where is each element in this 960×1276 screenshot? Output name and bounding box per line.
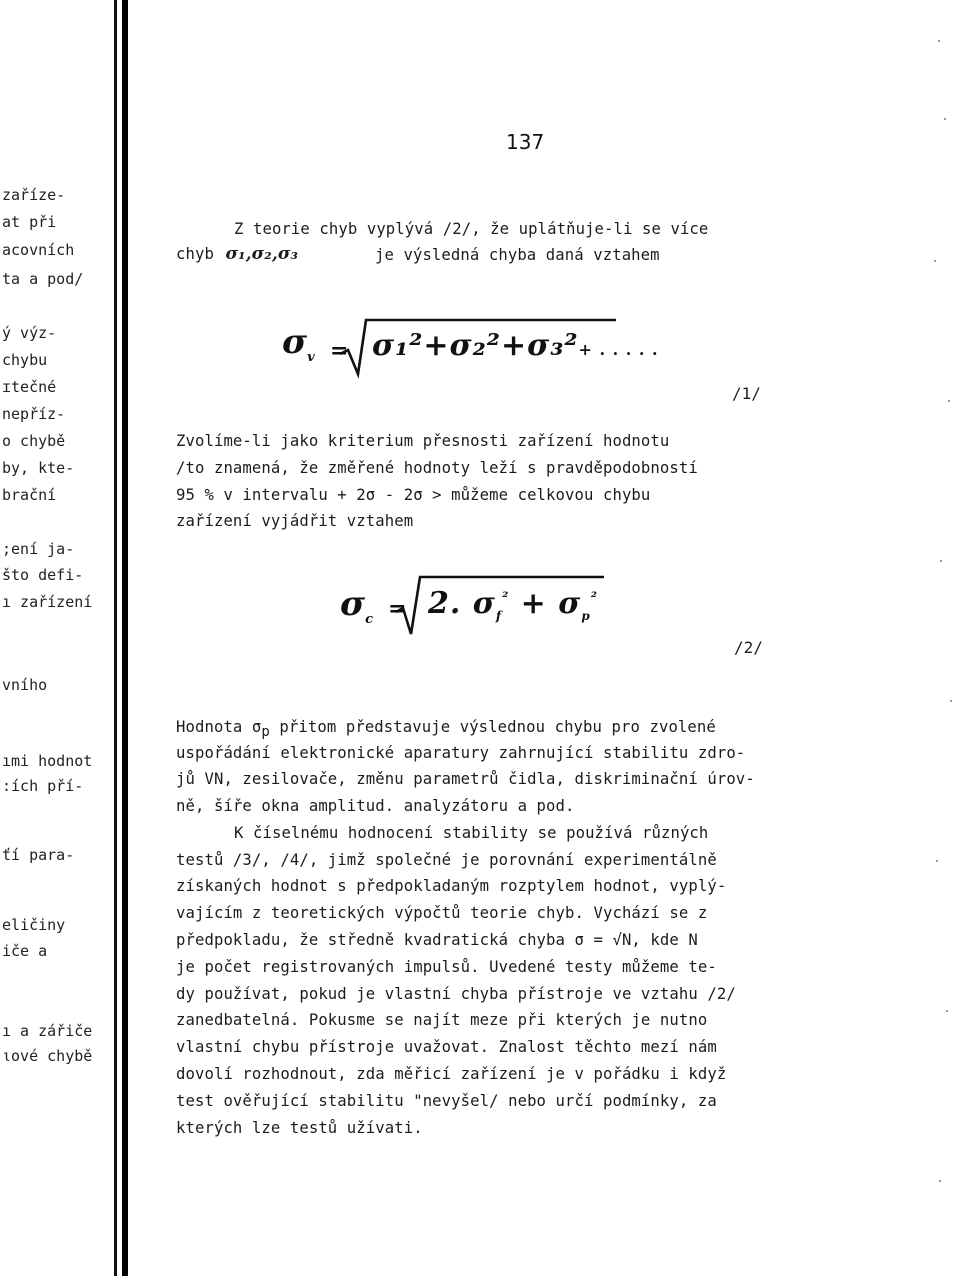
sigma-symbols: σ₁,σ₂,σ₃: [225, 244, 299, 264]
margin-fragment: ı a zářiče: [2, 1022, 93, 1040]
margin-fragment: ta a pod/: [2, 270, 84, 288]
text-line: Hodnota $\sigma_p$ přitom představuje výslednou chybu pro zvolené: [176, 718, 716, 741]
margin-fragment: :ích pří-: [2, 777, 84, 795]
page-number: 137: [506, 130, 545, 154]
equation-label-1: /1/: [732, 384, 761, 403]
text-line: je počet registrovaných impulsů. Uvedené testy můžeme te-: [176, 958, 717, 976]
text-line: test ověřující stabilitu "nevyšel/ nebo určí podmínky, za: [176, 1092, 717, 1110]
text-line: zařízení vyjádřit vztahem: [176, 512, 414, 530]
margin-fragment: acovních: [2, 241, 75, 259]
margin-fragment: o chybě: [2, 432, 66, 450]
text-line: vajícím z teoretických výpočtů teorie chyb. Vychází se z: [176, 904, 708, 922]
formula-2-lhs: $\sigma_c$: [340, 584, 373, 627]
intro-line-prefix: [176, 244, 298, 264]
binding-gutter-line: [114, 0, 117, 1276]
formula-1-radicand: σ₁²+σ₂²+σ₃²+ . . . . .: [372, 328, 659, 363]
text-line: ně, šíře okna amplitud. analyzátoru a pod.: [176, 797, 575, 815]
margin-fragment: što defi-: [2, 566, 84, 584]
margin-fragment: vního: [2, 676, 48, 694]
margin-fragment: ɪtečné: [2, 378, 57, 396]
margin-fragment: ιové chybě: [2, 1047, 93, 1065]
equals-sign: =: [388, 596, 407, 622]
equals-sign: =: [330, 338, 349, 364]
facing-page-fragment: [0, 0, 122, 1276]
text-line: testů /3/, /4/, jimž společné je porovnání experimentálně: [176, 851, 717, 869]
formula-2-radicand: 2. $\sigma_f^{^2} + \sigma_p^{^2}$: [428, 586, 598, 623]
intro-line: je výsledná chyba daná vztahem: [375, 246, 660, 264]
margin-fragment: by, kte-: [2, 459, 75, 477]
formula-1-lhs: $\sigma_v$: [282, 322, 315, 365]
text-line: 95 % v intervalu + 2σ - 2σ > můžeme celkovou chybu: [176, 486, 651, 504]
binding-gutter-edge: [122, 0, 128, 1276]
text-line: vlastní chybu přístroje uvažovat. Znalost těchto mezí nám: [176, 1038, 717, 1056]
text-line: /to znamená, že změřené hodnoty leží s pravděpodobností: [176, 459, 698, 477]
margin-fragment: nepříz-: [2, 405, 66, 423]
equation-label-2: /2/: [734, 638, 763, 657]
text-line: Zvolíme-li jako kriterium přesnosti zařízení hodnotu: [176, 432, 670, 450]
margin-fragment: ımi hodnot: [2, 752, 93, 770]
text-line: jů VN, zesilovače, změnu parametrů čidla, diskriminační úrov-: [176, 770, 755, 788]
margin-fragment: at při: [2, 213, 57, 231]
text-line: získaných hodnot s předpokladaným rozptylem hodnot, vyplý-: [176, 877, 727, 895]
margin-fragment: ı zařízení: [2, 593, 93, 611]
intro-prefix: chyb: [176, 245, 214, 263]
intro-line: Z teorie chyb vyplývá /2/, že uplátňuje-li se více: [234, 220, 709, 238]
text-line: dy používat, pokud je vlastní chyba přístroje ve vztahu /2/: [176, 985, 736, 1003]
margin-fragment: chybu: [2, 351, 48, 369]
margin-fragment: ťí para-: [2, 846, 75, 864]
text-line: kterých lze testů užívati.: [176, 1119, 423, 1137]
margin-fragment: brační: [2, 486, 57, 504]
text-line: uspořádání elektronické aparatury zahrnující stabilitu zdro-: [176, 744, 746, 762]
scan-noise-edge: [930, 0, 960, 1276]
margin-fragment: ý výz-: [2, 324, 57, 342]
margin-fragment: zařízе-: [2, 186, 66, 204]
margin-fragment: iče a: [2, 942, 48, 960]
text-line: zanedbatelná. Pokusme se najít meze při kterých je nutno: [176, 1011, 708, 1029]
margin-fragment: ;ení ja-: [2, 540, 75, 558]
text-line: dovolí rozhodnout, zda měřicí zařízení je v pořádku i když: [176, 1065, 727, 1083]
text-line: předpokladu, že středně kvadratická chyba σ = √N, kde N: [176, 931, 698, 949]
margin-fragment: eličiny: [2, 916, 66, 934]
text-line: K číselnému hodnocení stability se používá různých: [234, 824, 709, 842]
